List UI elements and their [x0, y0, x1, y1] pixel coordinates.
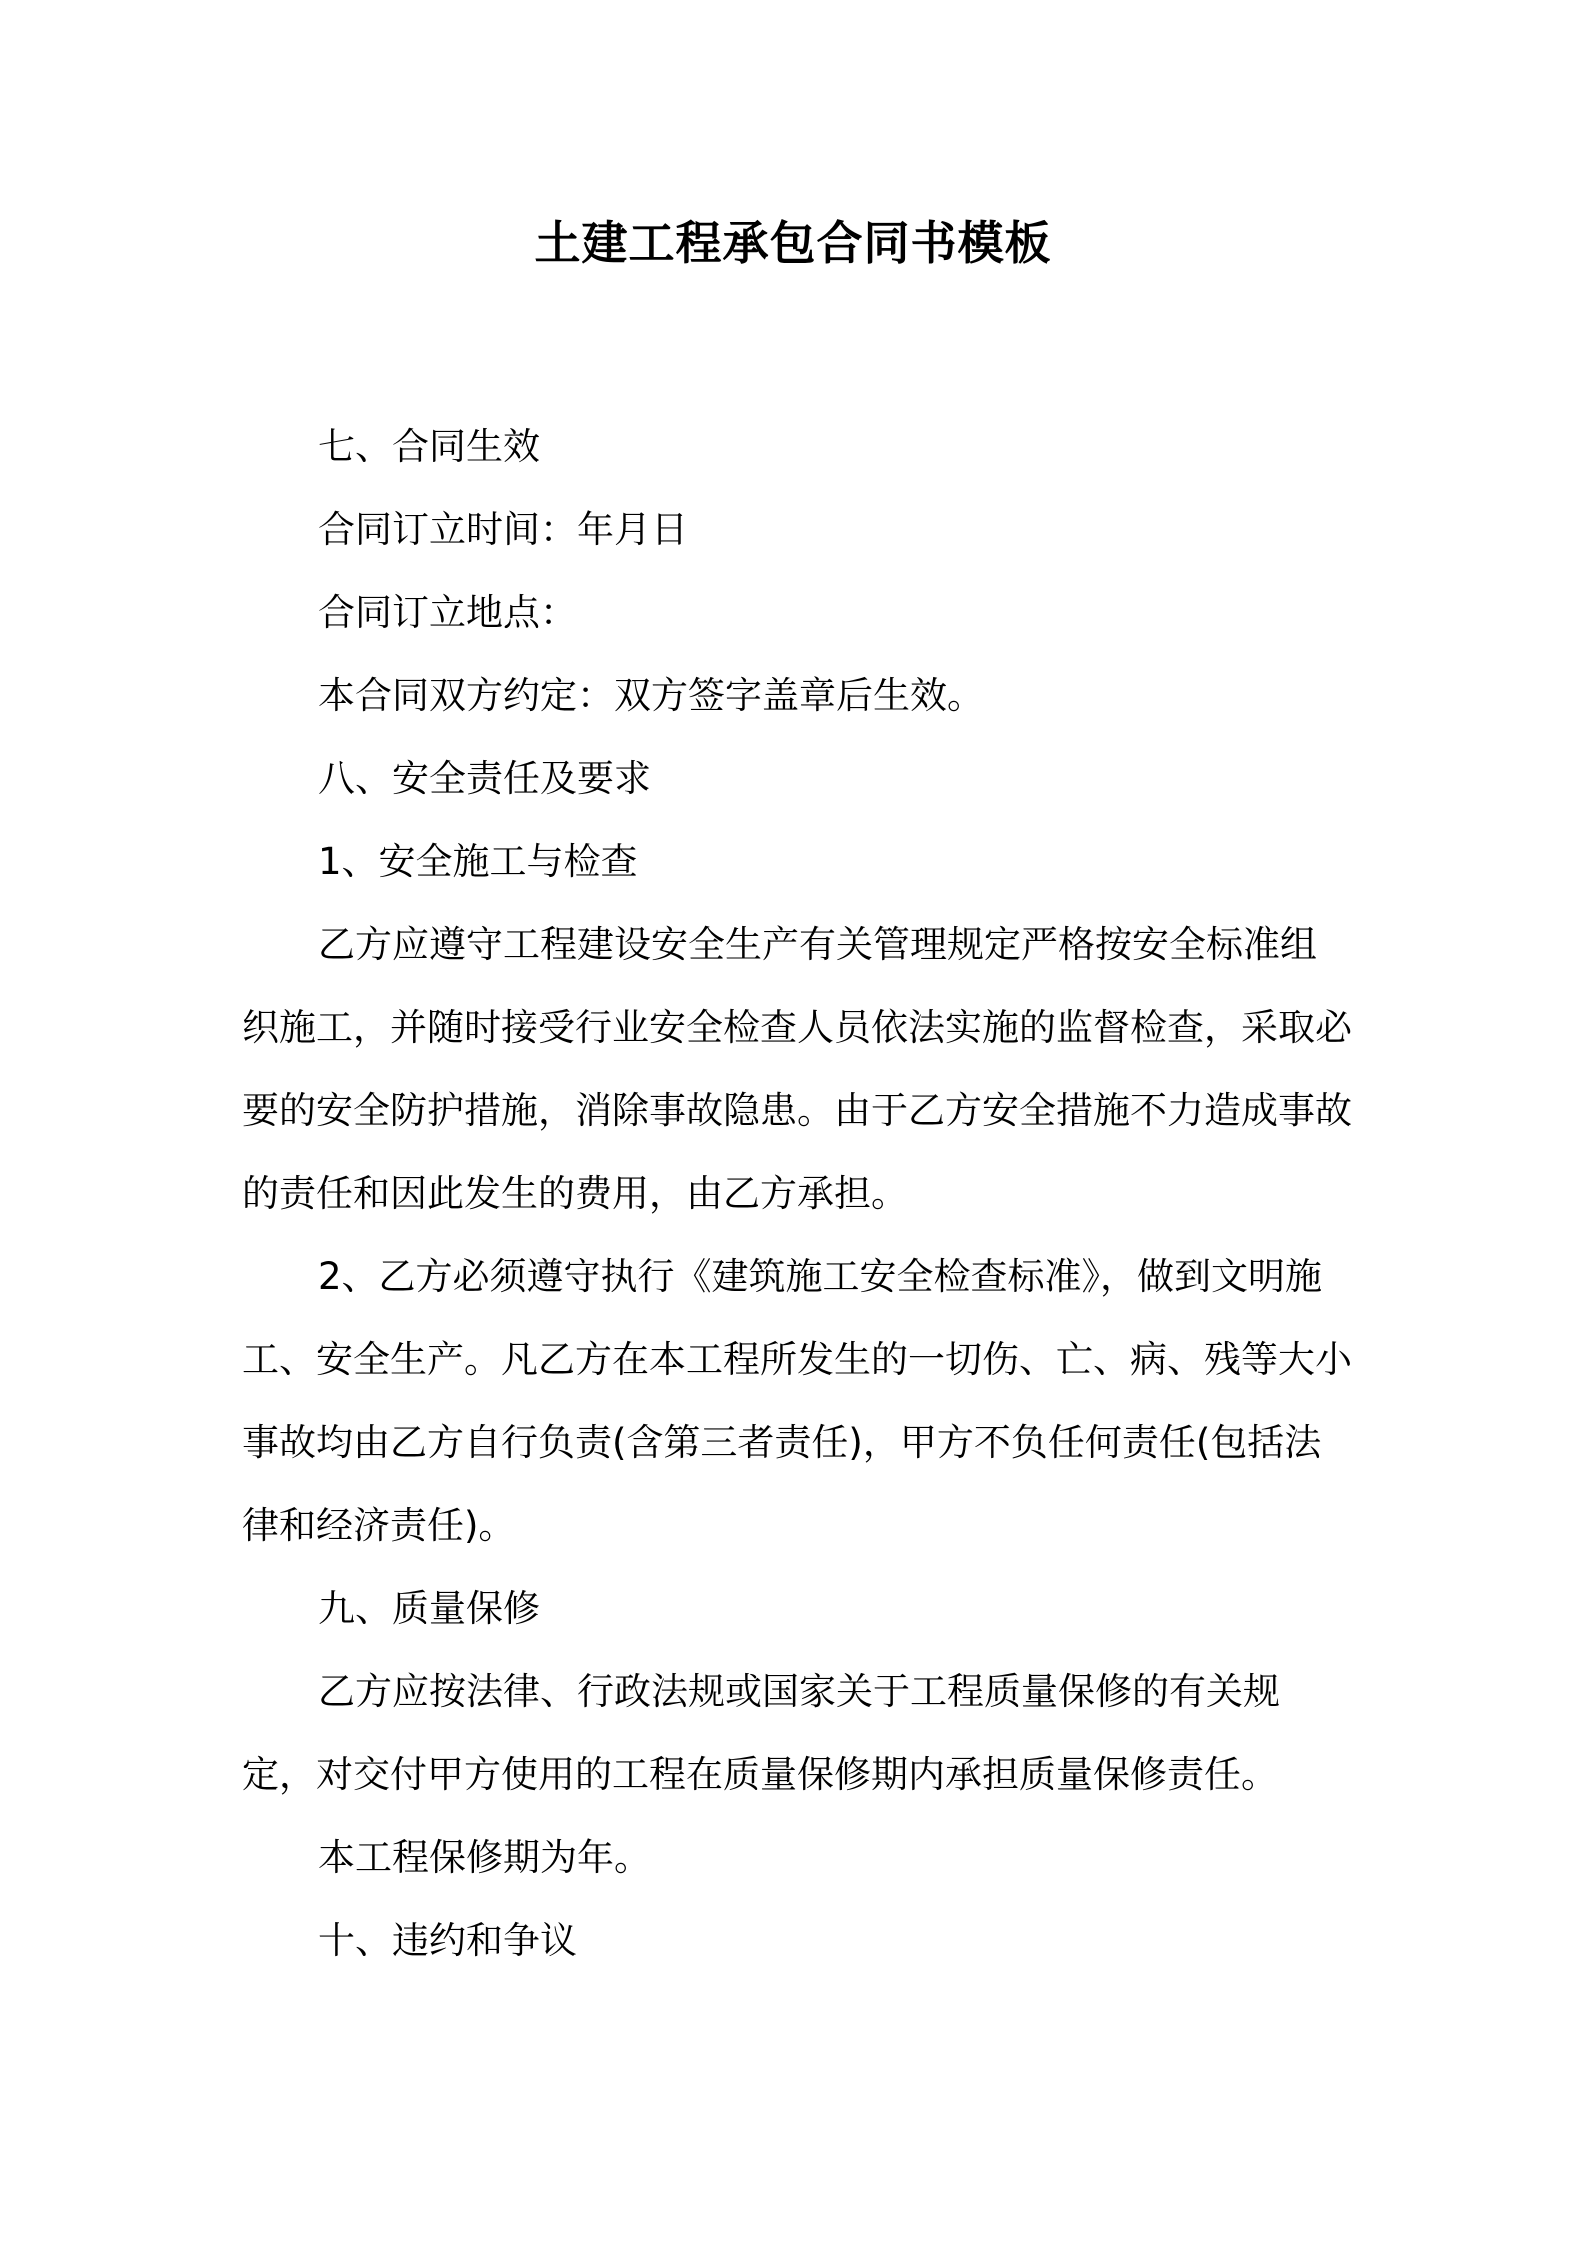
document-body: [242, 405, 1352, 1982]
section-heading: 八、安全责任及要求: [318, 757, 651, 800]
paragraph: 2、乙方必须遵守执行《建筑施工安全检查标准》，做到文明施工、安全生产。凡乙方在本工程所发生的一切伤、亡、病、残等大小事故均由乙方自行负责(含第三者责任)，甲方不负任何责任(包括法律和经济责任)。: [242, 1255, 1352, 1547]
paragraph: 乙方应按法律、行政法规或国家关于工程质量保修的有关规定，对交付甲方使用的工程在质量保修期内承担质量保修责任。: [242, 1670, 1280, 1796]
paragraph: 合同订立地点：: [318, 591, 577, 634]
section-heading: 九、质量保修: [318, 1587, 540, 1630]
paragraph: 本工程保修期为年。: [318, 1836, 651, 1879]
paragraph: 乙方应遵守工程建设安全生产有关管理规定严格按安全标准组织施工，并随时接受行业安全检查人员依法实施的监督检查，采取必要的安全防护措施，消除事故隐患。由于乙方安全措施不力造成事故的责任和因此发生的费用，由乙方承担。: [242, 923, 1352, 1215]
paragraph: 合同订立时间：年月日: [318, 508, 688, 551]
document-title: 土建工程承包合同书模板: [534, 216, 1052, 270]
subsection-heading: 1、安全施工与检查: [318, 840, 638, 883]
section-heading: 七、合同生效: [318, 425, 540, 468]
paragraph: 本合同双方约定：双方签字盖章后生效。: [318, 674, 984, 717]
section-heading: 十、违约和争议: [318, 1919, 577, 1962]
